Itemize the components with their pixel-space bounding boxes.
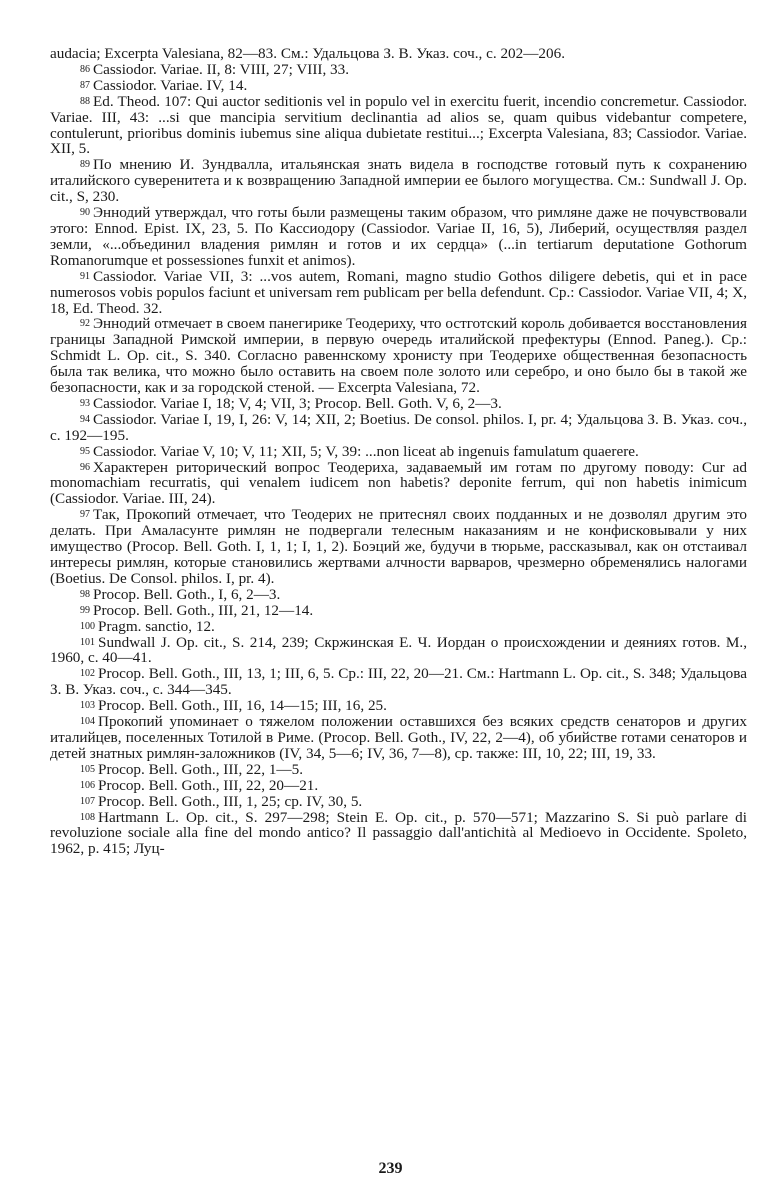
footnote-text: Cassiodor. Variae I, 18; V, 4; VII, 3; Procop. Bell. Goth. V, 6, 2—3.	[93, 394, 502, 412]
footnote-number: 103	[80, 700, 95, 712]
footnote-number: 105	[80, 763, 95, 775]
footnote-number: 87	[80, 79, 90, 91]
footnote	[50, 62, 747, 78]
footnote-number: 100	[80, 620, 95, 632]
footnote	[50, 46, 747, 62]
footnote	[50, 666, 747, 698]
footnote-number: 108	[80, 811, 95, 823]
footnote-number: 86	[80, 63, 90, 75]
footnote	[50, 316, 747, 396]
footnote-number: 90	[80, 207, 90, 219]
footnote-number: 99	[80, 604, 90, 616]
footnote	[50, 460, 747, 508]
footnote	[50, 412, 747, 444]
page-number: 239	[378, 1160, 403, 1177]
footnote-text: Ed. Theod. 107: Qui auctor seditionis vel in populo vel in exercitu fuerit, incendio concremetur. Cassiodor. Variae. III, 43: ...si que mancipia servitium declinantia ad alios se, quam quibus videbantur competere, contulerunt, prioribus dominis iubemus sine aliqua dubietate restitui...; Excerpta Valesiana, 83; Cassiodor. Variae. XII, 5.	[50, 92, 747, 158]
footnote-text: Эннодий отмечает в своем панегирике Теодериху, что остготский король добивается восстановления границы Западной Римской империи, в первую очередь италийской префектуры (Ennod. Paneg.). Ср.: Schmidt L. Op. cit., S. 340. Согласно равеннскому хронисту при Теодерихе общественная безопасность была так велика, что можно было оставить на своем поле золото или серебро, и оно было бы в такой же безопасности, как и за городской стеной. — Excerpta Valesiana, 72.	[50, 315, 747, 397]
footnote-number: 89	[80, 159, 90, 171]
footnote-number: 95	[80, 445, 90, 457]
footnote-text: Procop. Bell. Goth., I, 6, 2—3.	[93, 585, 281, 603]
footnote-number: 107	[80, 795, 95, 807]
footnote	[50, 444, 747, 460]
footnote-text: Характерен риторический вопрос Теодериха, задаваемый им готам по другому поводу: Cur ad monomachiam recurratis, qui venalem iudicem non habetis? deponite ferrum, qui non habetis inimicum (Cassiodor. Variae. III, 24).	[50, 458, 747, 508]
footnote-number: 91	[80, 270, 90, 282]
footnote-text: Sundwall J. Op. cit., S. 214, 239; Скржинская Е. Ч. Иордан о происхождении и деяниях готов. М., 1960, с. 40—41.	[50, 633, 747, 667]
footnote-number: 106	[80, 779, 95, 791]
footnote-text: Procop. Bell. Goth., III, 16, 14—15; III, 16, 25.	[98, 697, 387, 715]
footnote-text: Pragm. sanctio, 12.	[98, 617, 215, 635]
footnote-number: 94	[80, 413, 90, 425]
footnote-number: 102	[80, 668, 95, 680]
footnote-text: Прокопий упоминает о тяжелом положении оставшихся без всяких средств сенаторов и других италийцев, поселенных Тотилой в Риме. (Procop. Bell. Goth., IV, 22, 2—4), об убийстве готами сенаторов и детей знатных римлян-заложников (IV, 34, 5—6; IV, 36, 7—8), ср. также: III, 10, 22; III, 19, 33.	[50, 713, 747, 762]
footnote-text: Cassiodor. Variae V, 10; V, 11; XII, 5; V, 39: ...non liceat ab ingenuis famulatum quaerere.	[93, 442, 639, 460]
footnote-text: Cassiodor. Variae I, 19, I, 26: V, 14; XII, 2; Boetius. De consol. philos. I, pr. 4; Удальцова З. В. Указ. соч., с. 192—195.	[50, 410, 747, 444]
footnote-text: Procop. Bell. Goth., III, 21, 12—14.	[93, 601, 314, 619]
footnote	[50, 157, 747, 205]
footnote-text: Cassiodor. Variae VII, 3: ...vos autem, Romani, magno studio Gothos diligere debetis, qui et in pace numerosos vobis populos faciunt et universam rem publicam per bella defendunt. Ср.: Cassiodor. Variae VII, 4; X, 18, Ed. Theod. 32.	[50, 267, 747, 317]
footnote	[50, 507, 747, 587]
footnote-number: 97	[80, 509, 90, 521]
footnote	[50, 714, 747, 762]
footnote-number: 88	[80, 95, 90, 107]
footnote	[50, 810, 747, 858]
footnote	[50, 587, 747, 603]
footnote	[50, 635, 747, 667]
footnote-number: 101	[80, 636, 95, 648]
footnote-text: Procop. Bell. Goth., III, 13, 1; III, 6, 5. Ср.: III, 22, 20—21. См.: Hartmann L. Op. cit., S. 348; Удальцова З. В. Указ. соч., с. 344—345.	[50, 665, 747, 699]
footnote-text: По мнению И. Зундвалла, итальянская знать видела в господстве готовый путь к сохранению италийского суверенитета и к возвращению Западной империи ее былого могущества. См.: Sundwall J. Op. cit., S, 230.	[50, 156, 747, 206]
footnote-text: Так, Прокопий отмечает, что Теодерих не притеснял своих подданных и не дозволял другим это делать. При Амаласунте римлян не подвергали телесным наказаниям и не конфисковывали у них имущество (Procop. Bell. Goth. I, 1, 1; I, 1, 2). Боэций же, будучи в тюрьме, рассказывал, как он отстаивал интересы римлян, которые становились жертвами алчности варваров, чрезмерно обременялись налогами (Boetius. De Consol. philos. I, pr. 4).	[50, 506, 747, 587]
footnote-text: Cassiodor. Variae. IV, 14.	[93, 76, 248, 94]
footnote	[50, 396, 747, 412]
footnote	[50, 794, 747, 810]
footnote-number: 104	[80, 716, 95, 728]
footnote-text: Hartmann L. Op. cit., S. 297—298; Stein E. Op. cit., p. 570—571; Mazzarino S. Si può parlare di revoluzione sociale alla fine del mondo antico? Il passaggio dall'antichità al Medioevo in Occidente. Spoleto, 1962, p. 415; Луц-	[50, 808, 747, 858]
footnote-text: Эннодий утверждал, что готы были размещены таким образом, что римляне даже не почувствовали этого: Ennod. Epist. IX, 23, 5. По Кассиодору (Cassiodor. Variae II, 16, 5), Либерий, осуществляя раздел земли, «...объединил владения римлян и готов и их сердца» (...in tertiarum deputatione Gothorum Romanorumque et possessiones funxit et animos).	[50, 204, 747, 269]
footnote-number: 93	[80, 397, 90, 409]
footnotes	[50, 46, 747, 857]
footnote-text: Procop. Bell. Goth., III, 1, 25; ср. IV, 30, 5.	[98, 792, 363, 810]
footnote	[50, 619, 747, 635]
footnote-number: 92	[80, 318, 90, 330]
footnote	[50, 269, 747, 317]
footnote-text: Procop. Bell. Goth., III, 22, 1—5.	[98, 760, 304, 778]
footnote-number: 98	[80, 588, 90, 600]
footnote-text: Cassiodor. Variae. II, 8: VIII, 27; VIII, 33.	[93, 60, 350, 78]
footnote	[50, 603, 747, 619]
footnote-text: audacia; Excerpta Valesiana, 82—83. См.: Удальцова З. В. Указ. соч., с. 202—206.	[50, 45, 566, 62]
footnote	[50, 778, 747, 794]
footnote	[50, 94, 747, 158]
footnote	[50, 698, 747, 714]
footnote-number: 96	[80, 461, 90, 473]
footnote	[50, 78, 747, 94]
footnote-text: Procop. Bell. Goth., III, 22, 20—21.	[98, 776, 319, 794]
footnote	[50, 762, 747, 778]
footnote	[50, 205, 747, 269]
